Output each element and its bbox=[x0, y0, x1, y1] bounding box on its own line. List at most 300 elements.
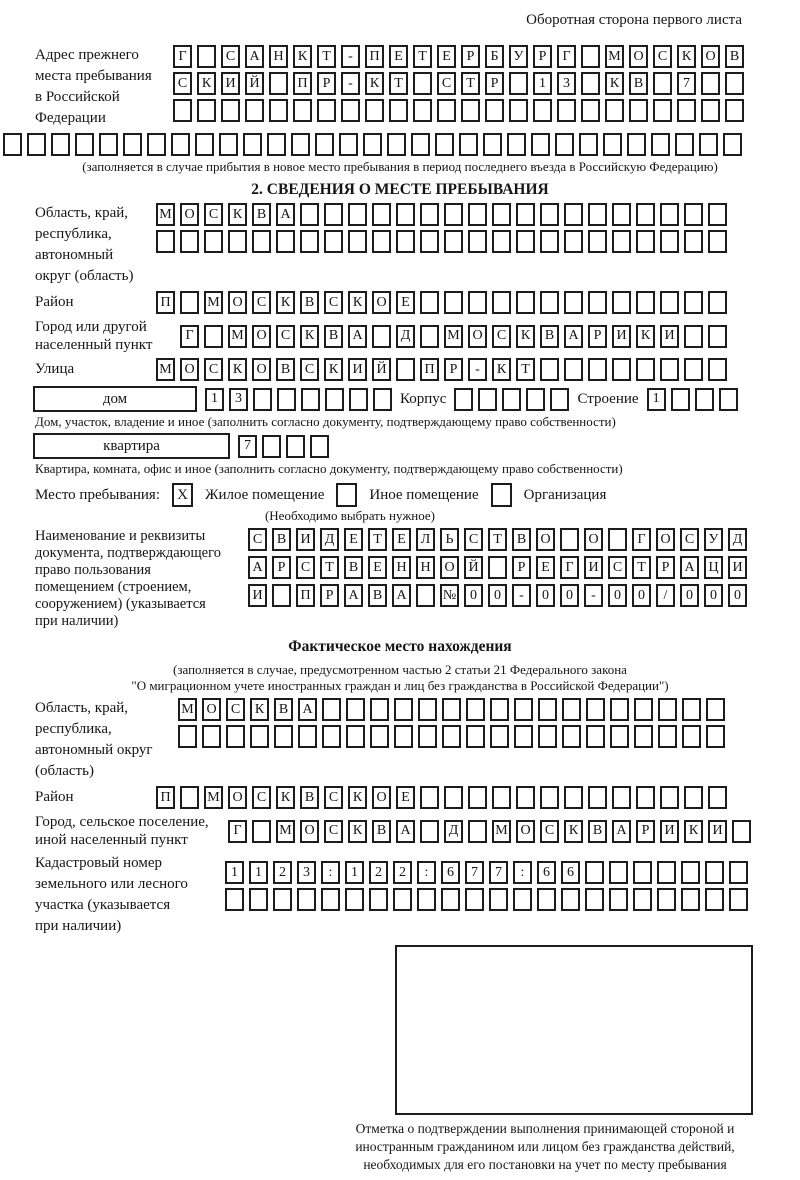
actual-district-grid[interactable] bbox=[156, 786, 727, 809]
char-box bbox=[729, 888, 748, 911]
char-box bbox=[310, 435, 329, 458]
char-box: Т bbox=[320, 556, 339, 579]
char-box bbox=[3, 133, 22, 156]
char-box bbox=[708, 203, 727, 226]
char-box: С bbox=[296, 556, 315, 579]
stay-type-option-other: Иное помещение bbox=[369, 486, 479, 503]
char-box bbox=[252, 820, 271, 843]
char-box bbox=[444, 786, 463, 809]
prev-address-row4[interactable] bbox=[3, 133, 800, 156]
char-box bbox=[516, 203, 535, 226]
district-grid[interactable] bbox=[156, 291, 727, 314]
char-box: Ь bbox=[440, 528, 459, 551]
char-box bbox=[681, 861, 700, 884]
char-box bbox=[653, 99, 672, 122]
char-box bbox=[389, 99, 408, 122]
stay-type-row bbox=[35, 483, 800, 507]
char-box: Р bbox=[512, 556, 531, 579]
char-box: А bbox=[245, 45, 264, 68]
char-box bbox=[180, 291, 199, 314]
prev-address-row1[interactable] bbox=[173, 45, 744, 68]
char-box: К bbox=[300, 325, 319, 348]
char-box bbox=[348, 203, 367, 226]
char-box bbox=[317, 99, 336, 122]
char-box: Й bbox=[372, 358, 391, 381]
char-box: И bbox=[348, 358, 367, 381]
char-box: М bbox=[156, 203, 175, 226]
char-box bbox=[485, 99, 504, 122]
char-box: 7 bbox=[238, 435, 257, 458]
char-box: О bbox=[372, 786, 391, 809]
char-box bbox=[657, 888, 676, 911]
char-box: И bbox=[708, 820, 727, 843]
char-box: С bbox=[492, 325, 511, 348]
char-box bbox=[488, 556, 507, 579]
char-box bbox=[180, 786, 199, 809]
page-header-note: Оборотная сторона первого листа bbox=[526, 12, 742, 28]
char-box bbox=[507, 133, 526, 156]
char-box bbox=[250, 725, 269, 748]
char-box bbox=[372, 230, 391, 253]
char-box bbox=[651, 133, 670, 156]
char-box bbox=[538, 698, 557, 721]
char-box: Й bbox=[245, 72, 264, 95]
char-box bbox=[324, 203, 343, 226]
char-box bbox=[561, 888, 580, 911]
char-box bbox=[297, 888, 316, 911]
char-box: 1 bbox=[533, 72, 552, 95]
char-box bbox=[468, 291, 487, 314]
char-box bbox=[468, 786, 487, 809]
char-box: П bbox=[156, 291, 175, 314]
char-box: С bbox=[653, 45, 672, 68]
char-box bbox=[684, 203, 703, 226]
char-box bbox=[180, 230, 199, 253]
document-grids bbox=[248, 528, 747, 607]
char-box bbox=[300, 230, 319, 253]
document-row2[interactable] bbox=[248, 556, 747, 579]
city-label: Город или другой населенный пункт bbox=[35, 319, 153, 353]
char-box bbox=[627, 133, 646, 156]
char-box bbox=[435, 133, 454, 156]
char-box bbox=[581, 45, 600, 68]
char-box bbox=[324, 230, 343, 253]
document-block bbox=[0, 528, 800, 630]
char-box bbox=[636, 786, 655, 809]
region-block bbox=[0, 203, 800, 287]
char-box bbox=[706, 698, 725, 721]
char-box bbox=[349, 388, 368, 411]
char-box: Т bbox=[413, 45, 432, 68]
char-box bbox=[675, 133, 694, 156]
char-box bbox=[636, 230, 655, 253]
char-box bbox=[684, 786, 703, 809]
char-box: К bbox=[348, 820, 367, 843]
char-box: О bbox=[228, 786, 247, 809]
char-box bbox=[298, 725, 317, 748]
char-box bbox=[267, 133, 286, 156]
char-box: 0 bbox=[560, 584, 579, 607]
char-box bbox=[660, 358, 679, 381]
char-box bbox=[634, 725, 653, 748]
char-box: К bbox=[324, 358, 343, 381]
char-box: В bbox=[300, 291, 319, 314]
prev-address-note: (заполняется в случае прибытия в новое место пребывания в период последнего въезда в Российскую Федерацию) bbox=[82, 159, 718, 174]
char-box: С bbox=[608, 556, 627, 579]
char-box: 0 bbox=[704, 584, 723, 607]
char-box: 2 bbox=[393, 861, 412, 884]
char-box bbox=[588, 358, 607, 381]
char-box: - bbox=[341, 72, 360, 95]
char-box: О bbox=[701, 45, 720, 68]
char-box: : bbox=[417, 861, 436, 884]
char-box bbox=[588, 203, 607, 226]
char-box bbox=[516, 786, 535, 809]
char-box bbox=[321, 888, 340, 911]
char-box bbox=[226, 725, 245, 748]
char-box: К bbox=[228, 358, 247, 381]
char-box bbox=[608, 528, 627, 551]
char-box: № bbox=[440, 584, 459, 607]
char-box: У bbox=[704, 528, 723, 551]
char-box: О bbox=[180, 358, 199, 381]
char-box bbox=[466, 698, 485, 721]
char-box: Е bbox=[396, 291, 415, 314]
section2-title: 2. СВЕДЕНИЯ О МЕСТЕ ПРЕБЫВАНИЯ bbox=[251, 181, 549, 198]
char-box bbox=[286, 435, 305, 458]
char-box bbox=[531, 133, 550, 156]
confirmation-stamp-caption: Отметка о подтверждении выполнения принимающей стороной и иностранным гражданином или лицом без гражданства действий, необходимых для его постановки на учет по месту пребывания bbox=[355, 1121, 735, 1172]
char-box: С bbox=[204, 358, 223, 381]
char-box: - bbox=[584, 584, 603, 607]
cadastral-row1[interactable] bbox=[225, 861, 748, 884]
char-box bbox=[660, 230, 679, 253]
char-box: Р bbox=[485, 72, 504, 95]
char-box: О bbox=[468, 325, 487, 348]
char-box bbox=[684, 291, 703, 314]
char-box bbox=[396, 358, 415, 381]
char-box bbox=[557, 99, 576, 122]
char-box bbox=[420, 820, 439, 843]
char-box: Г bbox=[173, 45, 192, 68]
char-box: И bbox=[728, 556, 747, 579]
char-box: А bbox=[392, 584, 411, 607]
char-box: И bbox=[660, 325, 679, 348]
char-box: Т bbox=[488, 528, 507, 551]
house-type-field[interactable]: дом bbox=[33, 386, 197, 412]
actual-region-block bbox=[0, 698, 800, 782]
char-box: К bbox=[250, 698, 269, 721]
char-box bbox=[444, 230, 463, 253]
char-box: О bbox=[180, 203, 199, 226]
char-box bbox=[454, 388, 473, 411]
char-box bbox=[502, 388, 521, 411]
char-box bbox=[585, 861, 604, 884]
char-box: О bbox=[516, 820, 535, 843]
char-box: 1 bbox=[205, 388, 224, 411]
char-box: О bbox=[536, 528, 555, 551]
char-box: Т bbox=[389, 72, 408, 95]
char-box: Б bbox=[485, 45, 504, 68]
char-box bbox=[147, 133, 166, 156]
char-box bbox=[634, 698, 653, 721]
char-box: М bbox=[204, 786, 223, 809]
char-box bbox=[369, 888, 388, 911]
actual-location-note: (заполняется в случае, предусмотренном частью 2 статьи 21 Федерального закона "О миграционном учете иностранных граждан и лиц без гражданства в Российской Федерации") bbox=[131, 662, 669, 693]
char-box bbox=[636, 291, 655, 314]
char-box bbox=[437, 99, 456, 122]
char-box bbox=[612, 291, 631, 314]
char-box: 0 bbox=[680, 584, 699, 607]
apartment-row bbox=[33, 433, 800, 459]
char-box bbox=[682, 725, 701, 748]
char-box: 6 bbox=[537, 861, 556, 884]
char-box bbox=[705, 861, 724, 884]
char-box bbox=[684, 325, 703, 348]
char-box: А bbox=[396, 820, 415, 843]
actual-region-grids bbox=[178, 698, 725, 748]
char-box: К bbox=[605, 72, 624, 95]
char-box bbox=[51, 133, 70, 156]
char-box bbox=[581, 72, 600, 95]
char-box: Е bbox=[389, 45, 408, 68]
char-box bbox=[262, 435, 281, 458]
char-box bbox=[301, 388, 320, 411]
char-box: Г bbox=[557, 45, 576, 68]
char-box: Й bbox=[464, 556, 483, 579]
char-box bbox=[684, 230, 703, 253]
char-box bbox=[204, 325, 223, 348]
char-box bbox=[513, 888, 532, 911]
char-box: Р bbox=[588, 325, 607, 348]
korpus-label: Корпус bbox=[400, 390, 447, 407]
char-box bbox=[465, 888, 484, 911]
char-box: К bbox=[348, 291, 367, 314]
char-box: И bbox=[584, 556, 603, 579]
korpus-grid[interactable] bbox=[454, 388, 569, 411]
char-box bbox=[468, 230, 487, 253]
char-box: Е bbox=[368, 556, 387, 579]
document-row3[interactable] bbox=[248, 584, 747, 607]
char-box: С bbox=[464, 528, 483, 551]
char-box bbox=[708, 786, 727, 809]
char-box bbox=[345, 888, 364, 911]
char-box: О bbox=[252, 358, 271, 381]
actual-city-block bbox=[0, 813, 800, 849]
char-box: Ц bbox=[704, 556, 723, 579]
char-box bbox=[293, 99, 312, 122]
char-box: О bbox=[300, 820, 319, 843]
char-box bbox=[225, 888, 244, 911]
stroenie-label: Строение bbox=[577, 390, 639, 407]
region-row1[interactable] bbox=[156, 203, 727, 226]
char-box: В bbox=[372, 820, 391, 843]
region-row2[interactable] bbox=[156, 230, 727, 253]
char-box bbox=[636, 203, 655, 226]
char-box: К bbox=[276, 786, 295, 809]
char-box: В bbox=[274, 698, 293, 721]
apartment-type-field[interactable]: квартира bbox=[33, 433, 230, 459]
char-box bbox=[413, 99, 432, 122]
char-box: К bbox=[492, 358, 511, 381]
char-box bbox=[204, 230, 223, 253]
region-grids bbox=[156, 203, 727, 253]
document-row1[interactable] bbox=[248, 528, 747, 551]
char-box bbox=[612, 203, 631, 226]
char-box bbox=[420, 230, 439, 253]
char-box: А bbox=[248, 556, 267, 579]
char-box: Р bbox=[444, 358, 463, 381]
actual-region-row2[interactable] bbox=[178, 725, 725, 748]
char-box: 3 bbox=[557, 72, 576, 95]
char-box bbox=[719, 388, 738, 411]
char-box: К bbox=[516, 325, 535, 348]
district-block bbox=[0, 291, 800, 314]
actual-location-title: Фактическое место нахождения bbox=[288, 638, 512, 655]
char-box: - bbox=[512, 584, 531, 607]
char-box bbox=[276, 230, 295, 253]
stay-type-checkbox-organization[interactable] bbox=[491, 483, 512, 507]
char-box: П bbox=[293, 72, 312, 95]
char-box bbox=[197, 99, 216, 122]
char-box bbox=[99, 133, 118, 156]
char-box bbox=[459, 133, 478, 156]
char-box: С bbox=[173, 72, 192, 95]
char-box bbox=[588, 291, 607, 314]
char-box: / bbox=[656, 584, 675, 607]
char-box bbox=[708, 358, 727, 381]
char-box bbox=[526, 388, 545, 411]
char-box bbox=[478, 388, 497, 411]
char-box bbox=[695, 388, 714, 411]
char-box bbox=[612, 230, 631, 253]
char-box bbox=[660, 291, 679, 314]
char-box bbox=[444, 203, 463, 226]
city-grid[interactable] bbox=[180, 325, 727, 348]
char-box: 6 bbox=[561, 861, 580, 884]
char-box bbox=[550, 388, 569, 411]
char-box bbox=[636, 358, 655, 381]
street-label: Улица bbox=[35, 361, 75, 377]
char-box bbox=[420, 325, 439, 348]
char-box: Н bbox=[416, 556, 435, 579]
char-box bbox=[416, 584, 435, 607]
char-box bbox=[269, 72, 288, 95]
char-box bbox=[243, 133, 262, 156]
char-box bbox=[348, 230, 367, 253]
prev-address-row3[interactable] bbox=[173, 99, 744, 122]
char-box: У bbox=[509, 45, 528, 68]
char-box bbox=[708, 325, 727, 348]
apartment-number-grid[interactable] bbox=[238, 435, 329, 458]
char-box: Д bbox=[396, 325, 415, 348]
char-box: В bbox=[324, 325, 343, 348]
char-box bbox=[537, 888, 556, 911]
char-box: 2 bbox=[273, 861, 292, 884]
char-box bbox=[202, 725, 221, 748]
district-label: Район bbox=[35, 294, 74, 310]
actual-city-grid[interactable] bbox=[228, 820, 751, 843]
char-box: К bbox=[684, 820, 703, 843]
stay-type-checkbox-other[interactable] bbox=[336, 483, 357, 507]
char-box bbox=[579, 133, 598, 156]
char-box: 3 bbox=[297, 861, 316, 884]
char-box bbox=[725, 99, 744, 122]
stay-type-checkbox-residential[interactable]: X bbox=[172, 483, 193, 507]
char-box bbox=[564, 291, 583, 314]
prev-address-label: Адрес прежнего места пребывания в Российской Федерации bbox=[35, 47, 152, 126]
char-box: О bbox=[629, 45, 648, 68]
char-box: М bbox=[204, 291, 223, 314]
char-box bbox=[723, 133, 742, 156]
char-box: О bbox=[202, 698, 221, 721]
char-box bbox=[171, 133, 190, 156]
char-box: - bbox=[341, 45, 360, 68]
char-box: С bbox=[324, 786, 343, 809]
stay-type-option-organization: Организация bbox=[523, 486, 607, 503]
actual-district-label: Район bbox=[35, 789, 74, 805]
char-box bbox=[394, 725, 413, 748]
char-box bbox=[555, 133, 574, 156]
char-box bbox=[441, 888, 460, 911]
actual-region-row1[interactable] bbox=[178, 698, 725, 721]
cadastral-row2[interactable] bbox=[225, 888, 748, 911]
char-box bbox=[509, 99, 528, 122]
char-box bbox=[272, 584, 291, 607]
char-box: Г bbox=[228, 820, 247, 843]
prev-address-block bbox=[0, 45, 800, 129]
char-box bbox=[75, 133, 94, 156]
char-box bbox=[373, 388, 392, 411]
char-box: Р bbox=[636, 820, 655, 843]
street-grid[interactable] bbox=[156, 358, 727, 381]
char-box: Р bbox=[656, 556, 675, 579]
char-box: К bbox=[348, 786, 367, 809]
char-box bbox=[300, 203, 319, 226]
stay-type-option-residential: Жилое помещение bbox=[205, 486, 325, 503]
prev-address-row2[interactable] bbox=[173, 72, 744, 95]
prev-address-grids bbox=[173, 45, 744, 122]
char-box: Д bbox=[320, 528, 339, 551]
char-box bbox=[564, 786, 583, 809]
house-number-grid[interactable] bbox=[205, 388, 392, 411]
char-box: В bbox=[540, 325, 559, 348]
char-box bbox=[466, 725, 485, 748]
stroenie-grid[interactable] bbox=[647, 388, 738, 411]
char-box: Р bbox=[533, 45, 552, 68]
char-box: Н bbox=[392, 556, 411, 579]
char-box: Т bbox=[368, 528, 387, 551]
char-box: С bbox=[437, 72, 456, 95]
char-box bbox=[699, 133, 718, 156]
char-box bbox=[612, 358, 631, 381]
char-box bbox=[492, 203, 511, 226]
char-box bbox=[581, 99, 600, 122]
char-box: 7 bbox=[465, 861, 484, 884]
char-box bbox=[490, 725, 509, 748]
char-box: М bbox=[156, 358, 175, 381]
char-box: С bbox=[248, 528, 267, 551]
char-box bbox=[538, 725, 557, 748]
char-box: А bbox=[344, 584, 363, 607]
char-box: С bbox=[252, 786, 271, 809]
char-box bbox=[540, 358, 559, 381]
char-box bbox=[372, 325, 391, 348]
char-box: И bbox=[660, 820, 679, 843]
char-box: М bbox=[444, 325, 463, 348]
char-box bbox=[514, 725, 533, 748]
char-box: Т bbox=[632, 556, 651, 579]
